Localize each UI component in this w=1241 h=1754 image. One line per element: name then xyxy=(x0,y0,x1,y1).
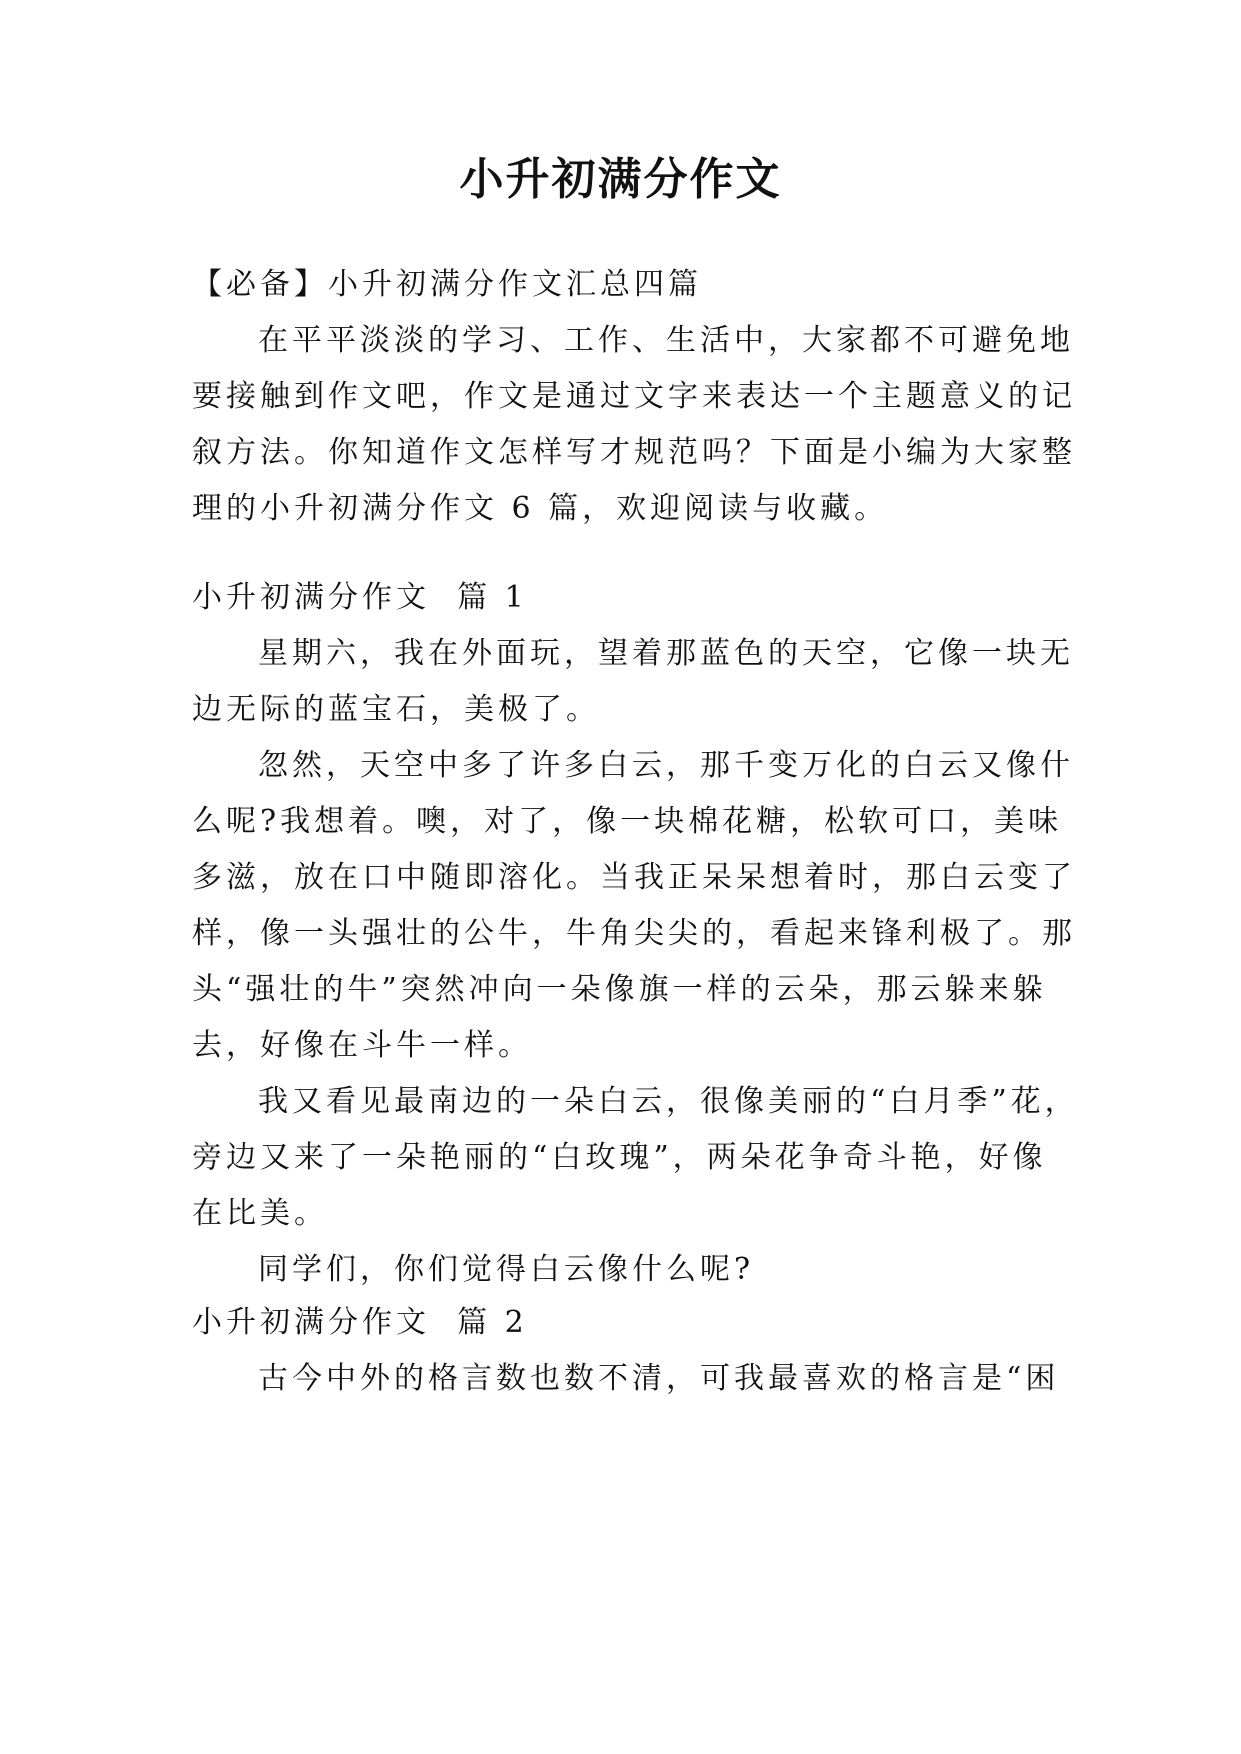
intro-line-1: 在平平淡淡的学习、工作、生活中，大家都不可避免地 xyxy=(258,323,1074,358)
section-1-p4-line-1: 同学们，你们觉得白云像什么呢? xyxy=(258,1252,755,1287)
section-2-p1-line-1: 古今中外的格言数也数不清，可我最喜欢的格言是“困 xyxy=(258,1361,1060,1396)
intro-line-2: 要接触到作文吧，作文是通过文字来表达一个主题意义的记 xyxy=(192,379,1076,414)
section-1-p2-line-1: 忽然，天空中多了许多白云，那千变万化的白云又像什 xyxy=(258,748,1074,783)
section-1-p2-line-4: 样，像一头强壮的公牛，牛角尖尖的，看起来锋利极了。那 xyxy=(192,916,1076,951)
document-title: 小升初满分作文 xyxy=(459,154,782,205)
section-1-p3-line-2: 旁边又来了一朵艳丽的“白玫瑰”，两朵花争奇斗艳，好像 xyxy=(192,1140,1047,1175)
intro-section xyxy=(192,257,1076,537)
section-1-heading: 小升初满分作文 篇 1 xyxy=(192,580,528,615)
section-2 xyxy=(192,1295,1060,1407)
intro-line-4: 理的小升初满分作文 6 篇，欢迎阅读与收藏。 xyxy=(192,491,889,526)
section-1-p2-line-2: 么呢?我想着。噢，对了，像一块棉花糖，松软可口，美味 xyxy=(192,804,1063,839)
section-1-p1-line-1: 星期六，我在外面玩，望着那蓝色的天空，它像一块无 xyxy=(258,636,1074,671)
intro-line-3: 叙方法。你知道作文怎样写才规范吗？下面是小编为大家整 xyxy=(192,435,1076,470)
section-1 xyxy=(192,570,1079,1298)
section-1-p3-line-3: 在比美。 xyxy=(192,1196,328,1231)
section-1-p2-line-6: 去，好像在斗牛一样。 xyxy=(192,1028,532,1063)
section-2-heading: 小升初满分作文 篇 2 xyxy=(192,1305,528,1340)
section-1-p2-line-5: 头“强壮的牛”突然冲向一朵像旗一样的云朵，那云躲来躲 xyxy=(192,972,1047,1007)
section-1-p3-line-1: 我又看见最南边的一朵白云，很像美丽的“白月季”花， xyxy=(258,1084,1079,1119)
section-1-p2-line-3: 多滋，放在口中随即溶化。当我正呆呆想着时，那白云变了 xyxy=(192,860,1076,895)
intro-heading: 【必备】小升初满分作文汇总四篇 xyxy=(192,267,702,302)
section-1-p1-line-2: 边无际的蓝宝石，美极了。 xyxy=(192,692,600,727)
